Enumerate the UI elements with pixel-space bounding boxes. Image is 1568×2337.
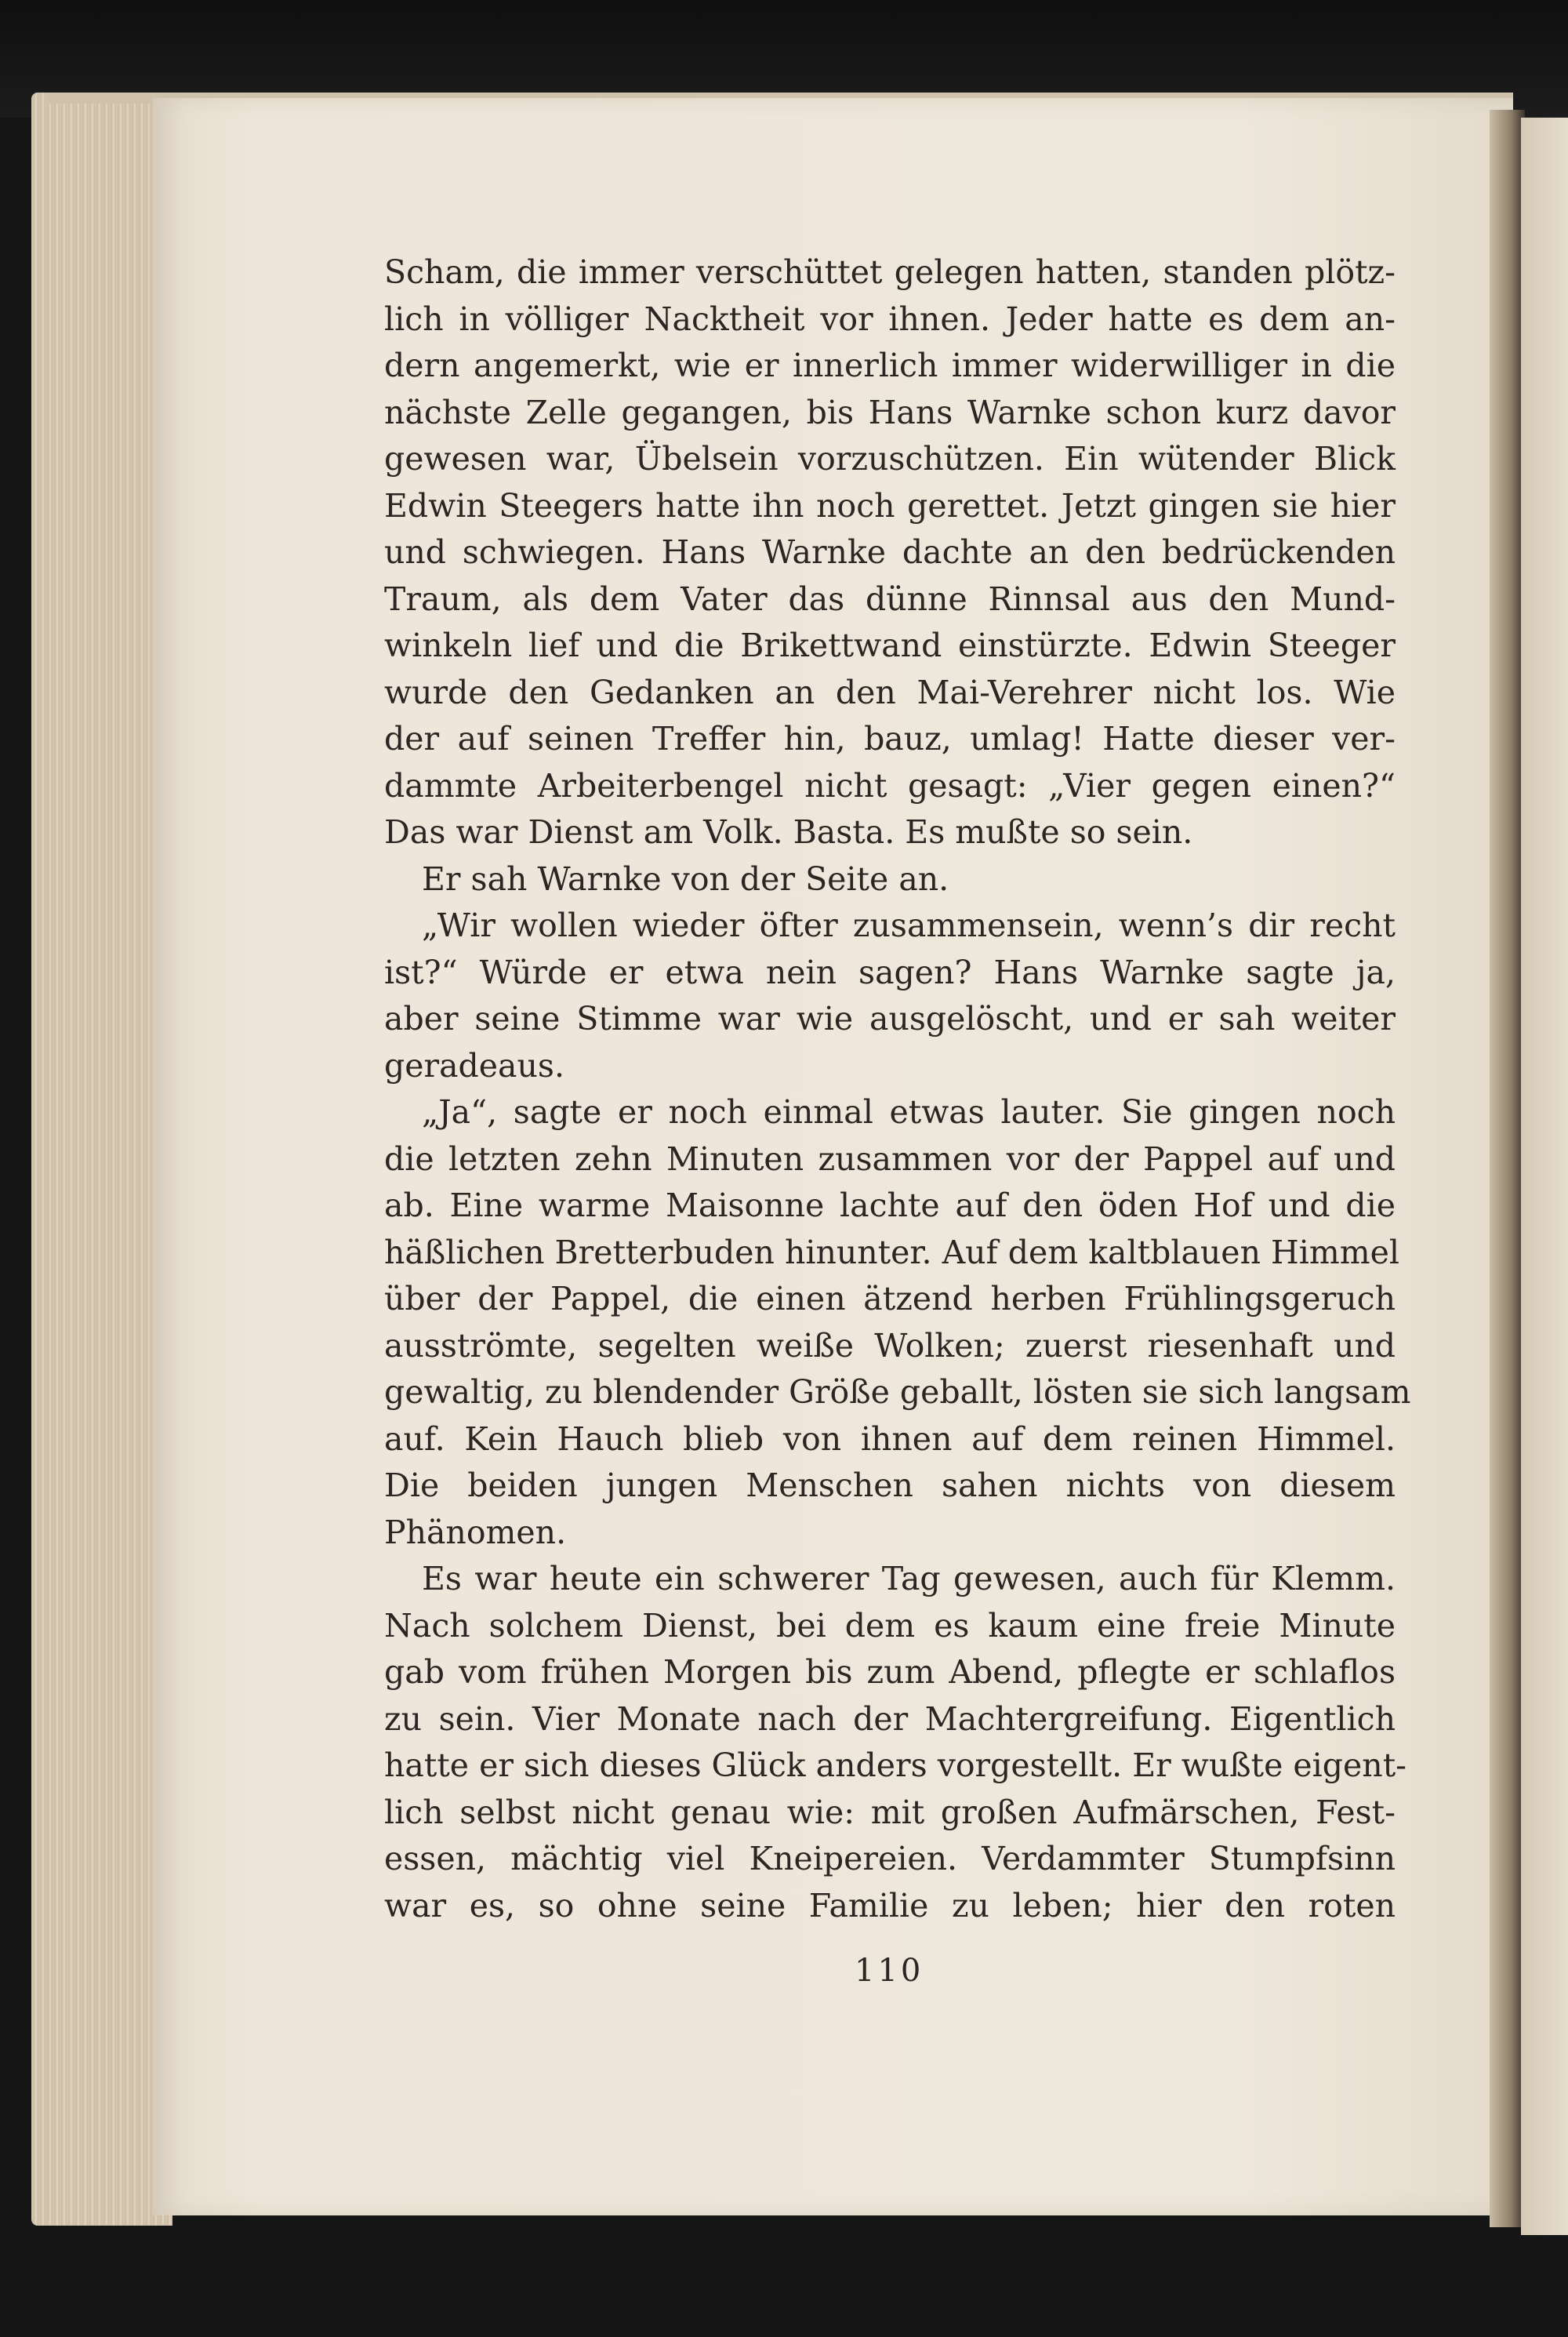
text-line: Die beiden jungen Menschen sahen nichts von diesem: [384, 1467, 1396, 1504]
text-line: wurde den Gedanken an den Mai-Verehrer nicht los. Wie: [384, 673, 1396, 711]
paragraph: [384, 1089, 1411, 1556]
text-line: Edwin Steegers hatte ihn noch gerettet. Jetzt gingen sie hier: [384, 486, 1396, 525]
text-line: hatte er sich dieses Glück anders vorgestellt. Er wußte eigent-: [384, 1746, 1407, 1784]
text-line: dammte Arbeiterbengel nicht gesagt: „Vier gegen einen?“: [384, 766, 1396, 805]
text-line: über der Pappel, die einen ätzend herben Frühlingsgeruch: [384, 1280, 1396, 1318]
text-line: gab vom frühen Morgen bis zum Abend, pflegte er schlaflos: [384, 1653, 1396, 1691]
text-line: ab. Eine warme Maisonne lachte auf den öden Hof und die: [384, 1187, 1396, 1224]
text-line: Phänomen.: [384, 1513, 567, 1551]
text-line: auf. Kein Hauch blieb von ihnen auf dem reinen Himmel.: [384, 1419, 1396, 1458]
text-line: Scham, die immer verschüttet gelegen hatten, standen plötz-: [384, 253, 1396, 291]
paragraph: [384, 249, 1396, 856]
page-number: 110: [855, 1953, 924, 1989]
text-line: gewaltig, zu blendender Größe geballt, lösten sie sich langsam: [384, 1373, 1411, 1411]
text-line: Es war heute ein schwerer Tag gewesen, auch für Klemm.: [422, 1560, 1396, 1597]
paragraph: [384, 1556, 1407, 1929]
text-line: geradeaus.: [384, 1046, 564, 1085]
text-line: „Ja“, sagte er noch einmal etwas lauter. Sie gingen noch: [422, 1093, 1396, 1131]
text-line: ausströmte, segelten weiße Wolken; zuerst riesenhaft und: [384, 1326, 1396, 1365]
text-line: zu sein. Vier Monate nach der Machtergreifung. Eigentlich: [384, 1699, 1396, 1738]
paragraph: [384, 903, 1396, 1089]
text-line: „Wir wollen wieder öfter zusammensein, wenn’s dir recht: [422, 907, 1396, 944]
text-line: ist?“ Würde er etwa nein sagen? Hans Warnke sagte ja,: [384, 953, 1396, 991]
text-line: häßlichen Bretterbuden hinunter. Auf dem kaltblauen Himmel: [384, 1233, 1400, 1271]
text-line: die letzten zehn Minuten zusammen vor der Pappel auf und: [384, 1139, 1396, 1178]
book-gutter: [1490, 110, 1525, 2227]
text-line: aber seine Stimme war wie ausgelöscht, und er sah weiter: [384, 1000, 1396, 1038]
text-line: und schwiegen. Hans Warnke dachte an den bedrückenden: [384, 533, 1396, 571]
page-stack-edge: [31, 93, 172, 2226]
text-line: Das war Dienst am Volk. Basta. Es mußte so sein.: [384, 813, 1193, 851]
text-line: nächste Zelle gegangen, bis Hans Warnke schon kurz davor: [384, 393, 1396, 431]
text-line: lich selbst nicht genau wie: mit großen Aufmärschen, Fest-: [384, 1793, 1396, 1831]
text-line: war es, so ohne seine Familie zu leben; hier den roten: [384, 1886, 1396, 1924]
facing-page-edge: [1521, 118, 1568, 2235]
text-line: Er sah Warnke von der Seite an.: [422, 860, 949, 898]
text-line: dern angemerkt, wie er innerlich immer widerwilliger in die: [384, 347, 1396, 384]
text-line: der auf seinen Treffer hin, bauz, umlag! Hatte dieser ver-: [384, 720, 1396, 758]
text-line: essen, mächtig viel Kneipereien. Verdammter Stumpfsinn: [384, 1840, 1396, 1877]
text-line: gewesen war, Übelsein vorzuschützen. Ein wütender Blick: [384, 440, 1396, 478]
text-line: winkeln lief und die Brikettwand einstürzte. Edwin Steeger: [384, 627, 1396, 664]
text-line: lich in völliger Nacktheit vor ihnen. Jeder hatte es dem an-: [384, 300, 1396, 338]
page-body-text: [384, 249, 1411, 1929]
paragraph: [384, 856, 1396, 903]
text-line: Traum, als dem Vater das dünne Rinnsal aus den Mund-: [384, 580, 1396, 618]
text-line: Nach solchem Dienst, bei dem es kaum eine freie Minute: [384, 1606, 1396, 1645]
